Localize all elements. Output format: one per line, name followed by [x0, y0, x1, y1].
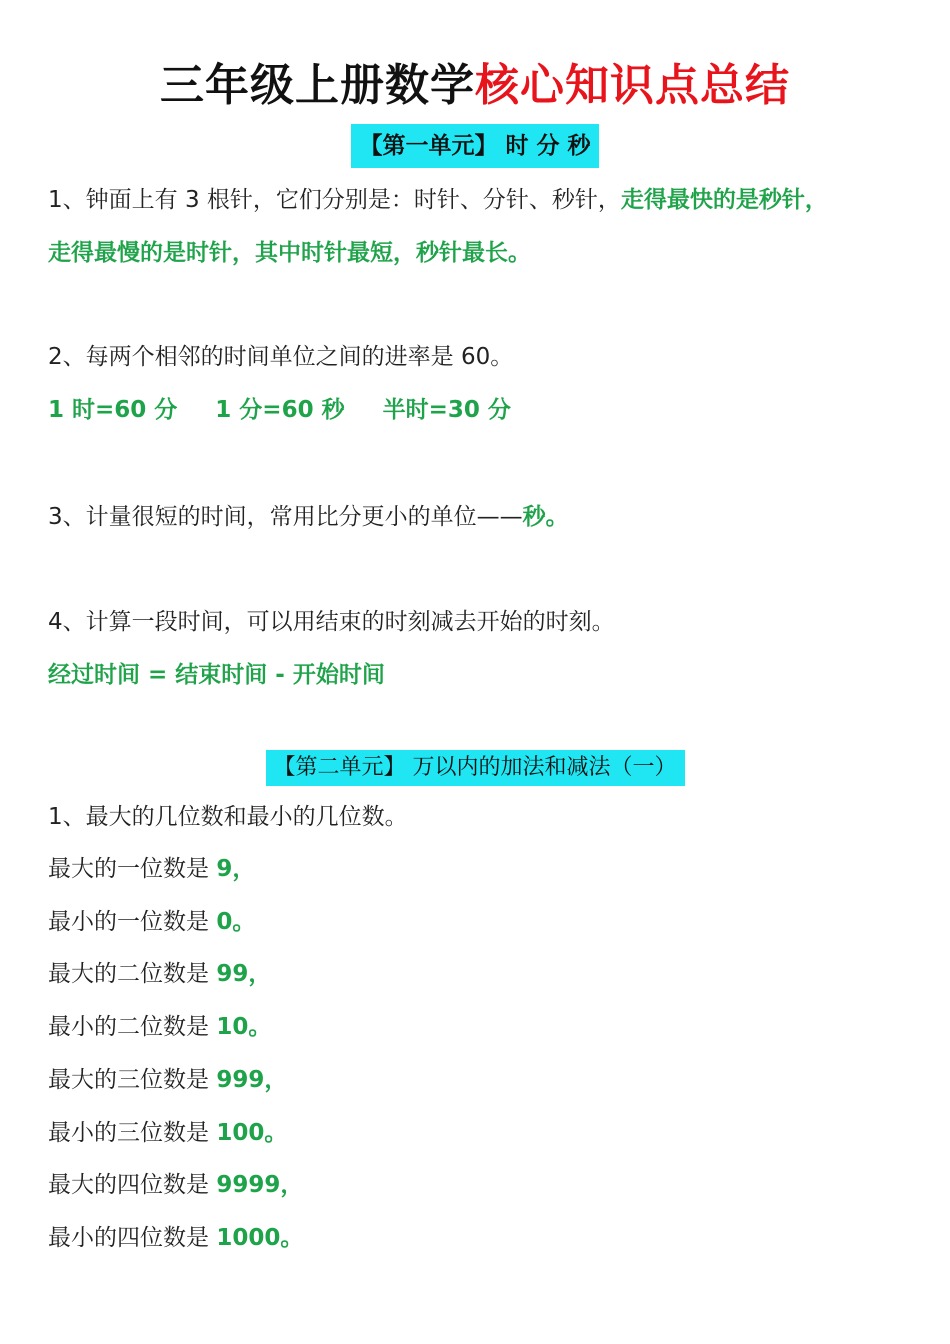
unit1-point1-text: 1、钟面上有 3 根针，它们分别是：时针、分针、秒针， — [48, 187, 621, 213]
unit1-point2-text: 2、每两个相邻的时间单位之间的进率是 60。 — [48, 344, 514, 370]
item-label: 最大的三位数是 — [48, 1067, 217, 1093]
item-value: 1000。 — [216, 1225, 304, 1251]
item-label: 最小的一位数是 — [48, 909, 217, 935]
list-item — [48, 1011, 271, 1043]
unit1-point1-highlight-2: 走得最慢的是时针，其中时针最短，秒针最长。 — [48, 240, 531, 266]
unit1-point3-text: 3、计量很短的时间，常用比分更小的单位—— — [48, 504, 523, 530]
equation-hour: 1 时=60 分 — [48, 397, 178, 423]
title-part-2: 核心知识点总结 — [475, 60, 790, 111]
equation-minute: 1 分=60 秒 — [215, 397, 345, 423]
unit1-header-label: 【第一单元】 时 分 秒 — [351, 124, 598, 168]
item-value: 9， — [216, 856, 256, 882]
page-title — [0, 58, 950, 114]
list-item — [48, 1117, 287, 1149]
unit1-point1-cont — [48, 237, 531, 269]
title-part-1: 三年级上册数学 — [160, 60, 475, 111]
unit2-point1-text: 1、最大的几位数和最小的几位数。 — [48, 804, 408, 830]
list-item — [48, 1222, 303, 1254]
list-item — [48, 853, 255, 885]
item-label: 最小的三位数是 — [48, 1120, 217, 1146]
list-item — [48, 1064, 287, 1096]
unit1-header — [0, 124, 950, 168]
list-item — [48, 1169, 303, 1201]
unit1-point2 — [48, 341, 513, 373]
item-label: 最小的四位数是 — [48, 1225, 217, 1251]
item-value: 99， — [216, 961, 272, 987]
unit1-point1-highlight-1: 走得最快的是秒针， — [620, 187, 828, 213]
item-value: 10。 — [216, 1014, 272, 1040]
elapsed-time-formula: 经过时间 = 结束时间 - 开始时间 — [48, 662, 385, 688]
item-value: 0。 — [216, 909, 256, 935]
unit2-header — [0, 750, 950, 786]
unit1-point3 — [48, 501, 569, 533]
unit1-point2-equations — [48, 394, 511, 426]
item-value: 999， — [216, 1067, 288, 1093]
item-label: 最大的二位数是 — [48, 961, 217, 987]
item-value: 100。 — [216, 1120, 288, 1146]
item-label: 最大的四位数是 — [48, 1172, 217, 1198]
item-label: 最小的二位数是 — [48, 1014, 217, 1040]
unit1-point4-text: 4、计算一段时间，可以用结束的时刻减去开始的时刻。 — [48, 609, 615, 635]
unit1-point4-formula — [48, 659, 385, 691]
unit1-point3-highlight: 秒。 — [522, 504, 569, 530]
equation-half-hour: 半时=30 分 — [382, 397, 511, 423]
unit2-header-label: 【第二单元】 万以内的加法和减法（一） — [266, 750, 685, 786]
item-value: 9999， — [216, 1172, 304, 1198]
unit2-point1 — [48, 801, 408, 833]
list-item — [48, 906, 255, 938]
unit1-point4 — [48, 606, 615, 638]
list-item — [48, 958, 271, 990]
unit1-point1 — [48, 184, 828, 216]
item-label: 最大的一位数是 — [48, 856, 217, 882]
